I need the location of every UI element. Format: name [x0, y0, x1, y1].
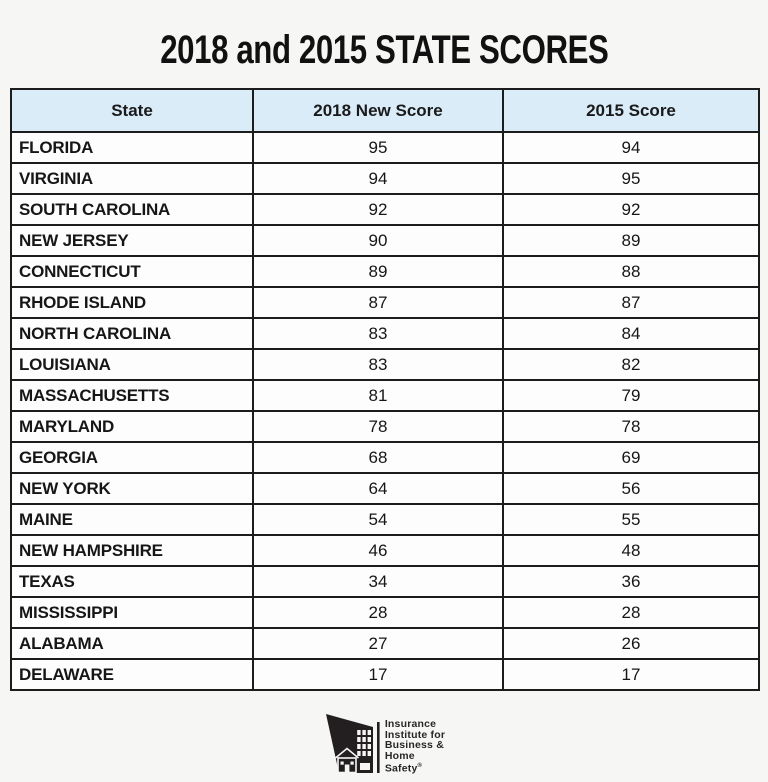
ibhs-logo: [0, 713, 768, 775]
score-2018-cell: 28: [253, 597, 503, 628]
score-2018-cell: 64: [253, 473, 503, 504]
table-row: [11, 628, 759, 659]
table-row: [11, 442, 759, 473]
score-2015-cell: 69: [503, 442, 759, 473]
logo-text-line: [385, 761, 445, 774]
score-2018-cell: 90: [253, 225, 503, 256]
score-2018-cell: 92: [253, 194, 503, 225]
score-2015-cell: 28: [503, 597, 759, 628]
score-2015-cell: 87: [503, 287, 759, 318]
logo-text-line: Insurance: [384, 718, 437, 730]
score-2015-cell: 36: [503, 566, 759, 597]
score-2015-cell: 56: [503, 473, 759, 504]
state-name-cell: FLORIDA: [11, 132, 253, 163]
table-row: [11, 411, 759, 442]
score-2018-cell: 81: [253, 380, 503, 411]
state-name-cell: NEW JERSEY: [11, 225, 253, 256]
table-row: [11, 132, 759, 163]
score-2018-cell: 78: [253, 411, 503, 442]
score-2015-cell: 17: [503, 659, 759, 690]
logo-text-line: Institute for: [384, 728, 446, 741]
score-2015-cell: 79: [503, 380, 759, 411]
table-row: [11, 597, 759, 628]
score-2015-cell: 48: [503, 535, 759, 566]
table-row: [11, 659, 759, 690]
state-name-cell: RHODE ISLAND: [11, 287, 253, 318]
score-2018-cell: 68: [253, 442, 503, 473]
state-name-cell: LOUISIANA: [11, 349, 253, 380]
table-row: [11, 318, 759, 349]
score-2018-cell: 54: [253, 504, 503, 535]
state-name-cell: NEW HAMPSHIRE: [11, 535, 253, 566]
logo-text-line: Business &: [384, 739, 444, 752]
score-2018-cell: 89: [253, 256, 503, 287]
score-2015-cell: 78: [503, 411, 759, 442]
page-title-text: 2018 and 2015 STATE SCORES: [159, 27, 609, 72]
score-2015-cell: 95: [503, 163, 759, 194]
state-name-cell: MARYLAND: [11, 411, 253, 442]
logo-text-line: Home: [384, 749, 415, 762]
table-row: [11, 287, 759, 318]
score-2015-cell: 88: [503, 256, 759, 287]
score-2018-cell: 94: [253, 163, 503, 194]
state-name-cell: CONNECTICUT: [11, 256, 253, 287]
column-header-state: State: [11, 89, 253, 132]
state-scores-table: [10, 88, 760, 691]
table-row: [11, 256, 759, 287]
column-header-2015-score: 2015 Score: [503, 89, 759, 132]
column-header-2018-new-score: 2018 New Score: [253, 89, 503, 132]
registered-trademark-symbol: ®: [417, 763, 423, 770]
table-header: [11, 89, 759, 132]
table-row: [11, 380, 759, 411]
score-2018-cell: 95: [253, 132, 503, 163]
state-name-cell: DELAWARE: [11, 659, 253, 690]
page-title: [0, 0, 768, 88]
score-2015-cell: 55: [503, 504, 759, 535]
table-body: [11, 132, 759, 690]
score-2015-cell: 26: [503, 628, 759, 659]
table-row: [11, 349, 759, 380]
table-row: [11, 225, 759, 256]
score-2015-cell: 82: [503, 349, 759, 380]
state-name-cell: TEXAS: [11, 566, 253, 597]
state-name-cell: ALABAMA: [11, 628, 253, 659]
score-2015-cell: 84: [503, 318, 759, 349]
state-name-cell: MISSISSIPPI: [11, 597, 253, 628]
score-2018-cell: 87: [253, 287, 503, 318]
table-header-row: [11, 89, 759, 132]
score-2015-cell: 94: [503, 132, 759, 163]
state-name-cell: SOUTH CAROLINA: [11, 194, 253, 225]
score-2018-cell: 46: [253, 535, 503, 566]
score-2018-cell: 17: [253, 659, 503, 690]
state-name-cell: VIRGINIA: [11, 163, 253, 194]
state-name-cell: NORTH CAROLINA: [11, 318, 253, 349]
score-2018-cell: 83: [253, 349, 503, 380]
score-2018-cell: 34: [253, 566, 503, 597]
table-row: [11, 535, 759, 566]
table-row: [11, 194, 759, 225]
logo-text-safety: Safety: [384, 762, 418, 775]
table-row: [11, 163, 759, 194]
score-2018-cell: 27: [253, 628, 503, 659]
table-row: [11, 504, 759, 535]
score-2015-cell: 89: [503, 225, 759, 256]
table-row: [11, 473, 759, 504]
ibhs-logo-mark-icon: [323, 713, 381, 775]
state-name-cell: MASSACHUSETTS: [11, 380, 253, 411]
score-2015-cell: 92: [503, 194, 759, 225]
state-name-cell: GEORGIA: [11, 442, 253, 473]
state-name-cell: MAINE: [11, 504, 253, 535]
table-row: [11, 566, 759, 597]
score-2018-cell: 83: [253, 318, 503, 349]
state-name-cell: NEW YORK: [11, 473, 253, 504]
ibhs-logo-text: [385, 713, 445, 774]
